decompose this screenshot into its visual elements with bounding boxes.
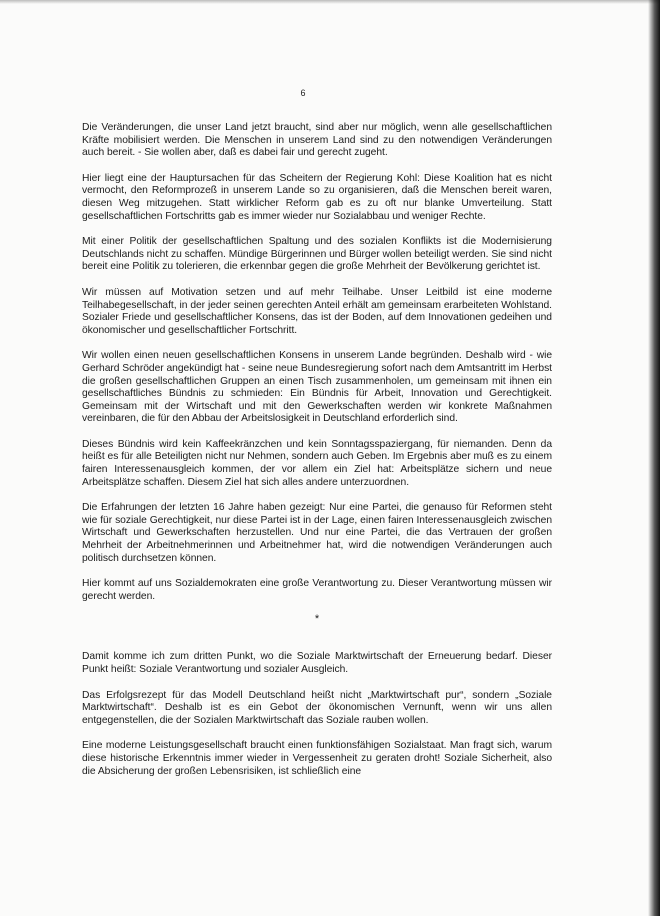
paragraph: Dieses Bündnis wird kein Kaffeekränzchen und kein Sonntagsspaziergang, für niemanden. Denn da heißt es für alle Beteiligten nicht nur Nehmen, sondern auch Geben. Im Ergebnis aber muß es zu einem fairen Interessenausgleich kommen, der vor allem ein Ziel hat: Arbeitsplätze sichern und neue Arbeitsplätze schaffen. Diesem Ziel hat sich alles andere unterzuordnen. bbox=[82, 438, 552, 488]
page-number: 6 bbox=[300, 88, 306, 98]
paragraph: Das Erfolgsrezept für das Modell Deutschland heißt nicht „Marktwirtschaft pur“, sondern „Soziale Marktwirtschaft“. Deshalb ist es ein Gebot der ökonomischen Vernunft, wenn wir uns allen entgegenstellen, die der Sozialen Marktwirtschaft das Soziale rauben wollen. bbox=[82, 689, 552, 726]
paragraph: Hier kommt auf uns Sozialdemokraten eine große Verantwortung zu. Dieser Verantwortung müssen wir gerecht werden. bbox=[82, 578, 552, 602]
body-text bbox=[82, 122, 552, 791]
paragraph: Wir müssen auf Motivation setzen und auf mehr Teilhabe. Unser Leitbild ist eine moderne Teilhabegesellschaft, in der jeder seinen gerechten Anteil erhält am gemeinsam erarbeiteten Wohlstand. Sozialer Friede und gesellschaftlicher Konsens, das ist der Boden, auf dem Innovationen gedeihen und ökonomischer und gesellschaftlicher Fortschritt. bbox=[82, 286, 552, 336]
paragraph: Die Veränderungen, die unser Land jetzt braucht, sind aber nur möglich, wenn alle gesellschaftlichen Kräfte mobilisiert werden. Die Menschen in unserem Land sind zu den notwendigen Veränderungen auch bereit. - Sie wollen aber, daß es dabei fair und gerecht zugeht. bbox=[82, 122, 552, 159]
paragraph: Damit komme ich zum dritten Punkt, wo die Soziale Marktwirtschaft der Erneuerung bedarf. Dieser Punkt heißt: Soziale Verantwortung und sozialer Ausgleich. bbox=[82, 651, 552, 675]
section-separator: * bbox=[314, 613, 320, 626]
paragraph: Mit einer Politik der gesellschaftlichen Spaltung und des sozialen Konflikts ist die Modernisierung Deutschlands nicht zu schaffen. Mündige Bürgerinnen und Bürger wollen beteiligt werden. Sie sind nicht bereit eine Politik zu tolerieren, die erkennbar gegen die große Mehrheit der Bevölkerung gerichtet ist. bbox=[82, 236, 552, 273]
paragraph: Hier liegt eine der Hauptursachen für das Scheitern der Regierung Kohl: Diese Koalition hat es nicht vermocht, den Reformprozeß in unserem Lande so zu organisieren, daß die Menschen bereit waren, diesen Weg mitzugehen. Statt wirklicher Reform gab es zu oft nur blanke Umverteilung. Statt gesellschaftlichen Fortschritts gab es immer wieder nur Sozialabbau und weniger Rechte. bbox=[82, 172, 552, 222]
scan-shadow-top bbox=[0, 0, 660, 4]
paragraph: Die Erfahrungen der letzten 16 Jahre haben gezeigt: Nur eine Partei, die genauso für Reformen steht wie für soziale Gerechtigkeit, nur diese Partei ist in der Lage, einen fairen Interessenausgleich zwischen Wirtschaft und Gewerkschaften herzustellen. Und nur eine Partei, die das Vertrauen der großen Mehrheit der Arbeitnehmerinnen und Arbeitnehmer hat, wird die notwendigen Veränderungen auch politisch durchsetzen können. bbox=[82, 502, 552, 564]
scan-shadow-right bbox=[648, 0, 660, 916]
paragraph: Eine moderne Leistungsgesellschaft braucht einen funktionsfähigen Sozialstaat. Man fragt sich, warum diese historische Erkenntnis immer wieder in Vergessenheit zu geraten droht! Soziale Sicherheit, also die Absicherung der großen Lebensrisiken, ist schließlich eine bbox=[82, 740, 552, 777]
paragraph: Wir wollen einen neuen gesellschaftlichen Konsens in unserem Lande begründen. Deshalb wird - wie Gerhard Schröder angekündigt hat - seine neue Bundesregierung sofort nach dem Amtsantritt im Herbst die großen gesellschaftlichen Gruppen an einen Tisch zusammenholen, um gemeinsam mit ihnen ein gesellschaftliches Bündnis zu schmieden: Ein Bündnis für Arbeit, Innovation und Gerechtigkeit. Gemeinsam mit der Wirtschaft und mit den Gewerkschaften werden wir konkrete Maßnahmen vereinbaren, die für den Abbau der Arbeitslosigkeit in Deutschland erforderlich sind. bbox=[82, 350, 552, 425]
